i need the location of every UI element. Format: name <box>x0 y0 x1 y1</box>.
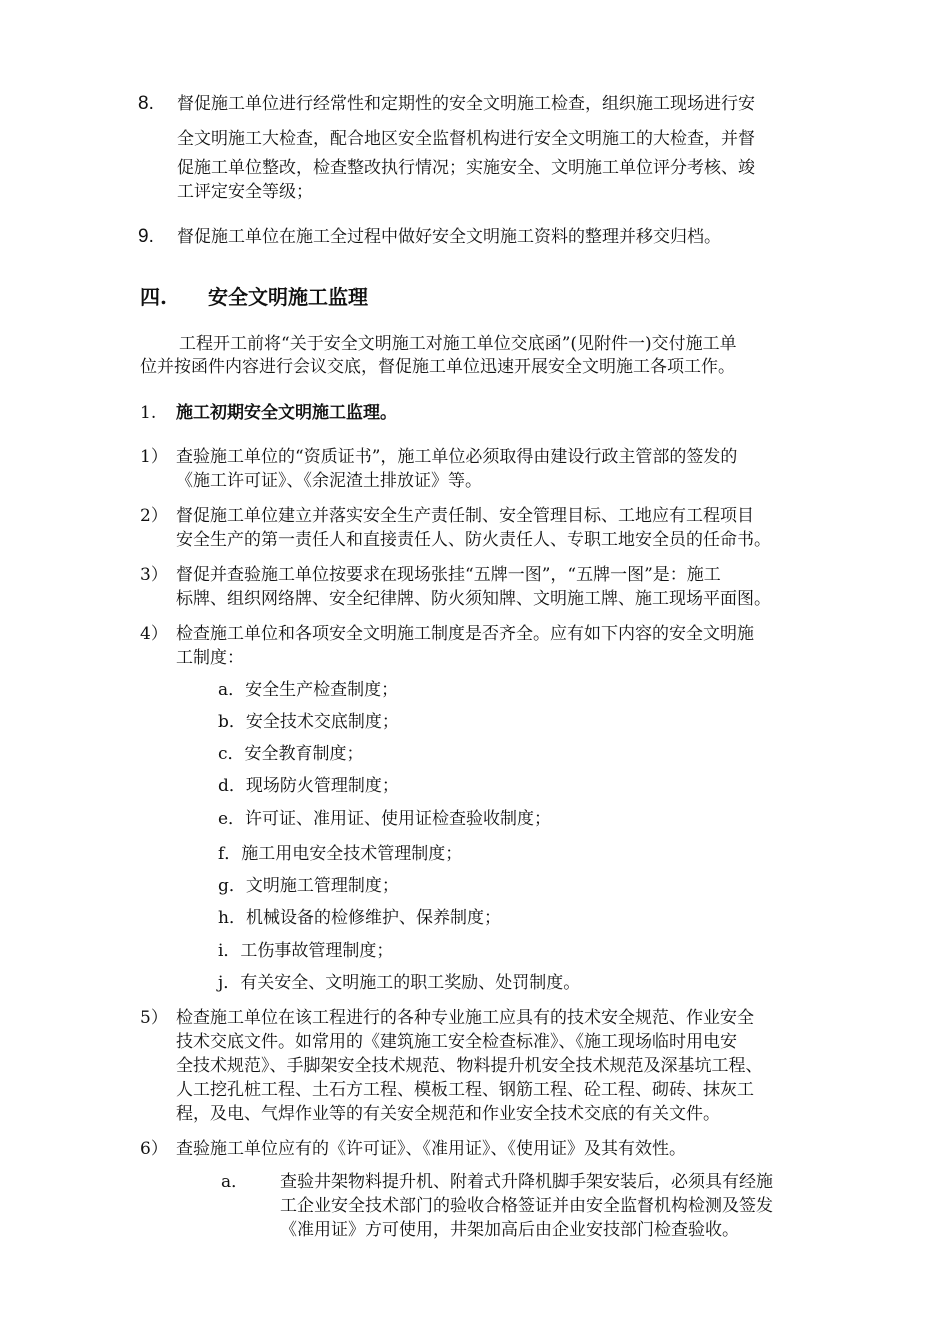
sub-item-a-line-3: 《准用证》方可使用，井架加高后由企业安技部门检查验收。 <box>280 1220 739 1240</box>
list-item-5-line-1: 检查施工单位在该工程进行的各种专业施工应具有的技术安全规范、作业安全 <box>176 1008 754 1028</box>
item-9-text: 督促施工单位在施工全过程中做好安全文明施工资料的整理并移交归档。 <box>177 227 721 247</box>
item-8-number: 8. <box>138 93 154 114</box>
item-8-line-2: 全文明施工大检查，配合地区安全监督机构进行安全文明施工的大检查，并督 <box>177 129 755 149</box>
subsection-1-title: 施工初期安全文明施工监理。 <box>176 403 397 423</box>
intro-line-2: 位并按函件内容进行会议交底，督促施工单位迅速开展安全文明施工各项工作。 <box>140 357 735 377</box>
list-item-5-line-5: 程，及电、气焊作业等的有关安全规范和作业安全技术交底的有关文件。 <box>176 1104 720 1124</box>
list-item-4-line-1: 检查施工单位和各项安全文明施工制度是否齐全。应有如下内容的安全文明施 <box>176 624 754 644</box>
list-item-2-number: 2） <box>140 506 168 526</box>
item-8-line-4: 工评定安全等级； <box>177 182 313 202</box>
list-item-5-line-3: 全技术规范》、手脚架安全技术规范、物料提升机安全技术规范及深基坑工程、 <box>176 1056 763 1076</box>
item-9-number: 9. <box>138 226 154 247</box>
list-item-4-line-2: 工制度： <box>176 648 244 668</box>
list-item-3-number: 3） <box>140 565 168 585</box>
list-item-5-line-4: 人工挖孔桩工程、土石方工程、模板工程、钢筋工程、砼工程、砌砖、抹灰工 <box>176 1080 754 1100</box>
list-item-6-text: 查验施工单位应有的《许可证》、《准用证》、《使用证》及其有效性。 <box>176 1139 686 1159</box>
rule-item-e: e．许可证、准用证、使用证检查验收制度； <box>218 809 552 829</box>
item-8-line-3: 促施工单位整改，检查整改执行情况；实施安全、文明施工单位评分考核、竣 <box>177 158 755 178</box>
subsection-1-number: 1. <box>140 403 157 423</box>
rule-item-j: j．有关安全、文明施工的职工奖励、处罚制度。 <box>218 973 581 993</box>
list-item-5-line-2: 技术交底文件。如常用的《建筑施工安全检查标准》、《施工现场临时用电安 <box>176 1032 737 1052</box>
list-item-3-line-1: 督促并查验施工单位按要求在现场张挂“五牌一图”，“五牌一图”是：施工 <box>176 565 721 585</box>
rule-item-d: d．现场防火管理制度； <box>218 776 399 796</box>
sub-item-a-line-2: 工企业安全技术部门的验收合格签证并由安全监督机构检测及签发 <box>280 1196 773 1216</box>
rule-item-b: b．安全技术交底制度； <box>218 712 399 732</box>
sub-item-a-line-1: 查验井架物料提升机、附着式升降机脚手架安装后，必须具有经施 <box>280 1172 773 1192</box>
list-item-6-number: 6） <box>140 1139 168 1159</box>
list-item-1-number: 1） <box>140 447 168 467</box>
rule-item-i: i．工伤事故管理制度； <box>218 941 394 961</box>
rule-item-f: f．施工用电安全技术管理制度； <box>218 844 463 864</box>
list-item-4-number: 4） <box>140 624 168 644</box>
list-item-5-number: 5） <box>140 1008 168 1028</box>
list-item-1-line-1: 查验施工单位的“资质证书”，施工单位必须取得由建设行政主管部的签发的 <box>176 447 738 467</box>
item-8-line-1: 督促施工单位进行经常性和定期性的安全文明施工检查，组织施工现场进行安 <box>177 94 755 114</box>
rule-item-a: a．安全生产检查制度； <box>218 680 399 700</box>
rule-item-g: g．文明施工管理制度； <box>218 876 399 896</box>
sub-item-a-number: a． <box>221 1172 249 1192</box>
intro-line-1: 工程开工前将“关于安全文明施工对施工单位交底函”(见附件一)交付施工单 <box>179 334 737 354</box>
section-4-number: 四. <box>140 285 167 309</box>
rule-item-h: h．机械设备的检修维护、保养制度； <box>218 908 501 928</box>
section-4-title: 安全文明施工监理 <box>208 285 368 309</box>
list-item-2-line-1: 督促施工单位建立并落实安全生产责任制、安全管理目标、工地应有工程项目 <box>176 506 754 526</box>
rule-item-c: c．安全教育制度； <box>218 744 364 764</box>
list-item-2-line-2: 安全生产的第一责任人和直接责任人、防火责任人、专职工地安全员的任命书。 <box>176 530 771 550</box>
list-item-1-line-2: 《施工许可证》、《余泥渣土排放证》等。 <box>176 471 482 491</box>
list-item-3-line-2: 标牌、组织网络牌、安全纪律牌、防火须知牌、文明施工牌、施工现场平面图。 <box>176 589 771 609</box>
